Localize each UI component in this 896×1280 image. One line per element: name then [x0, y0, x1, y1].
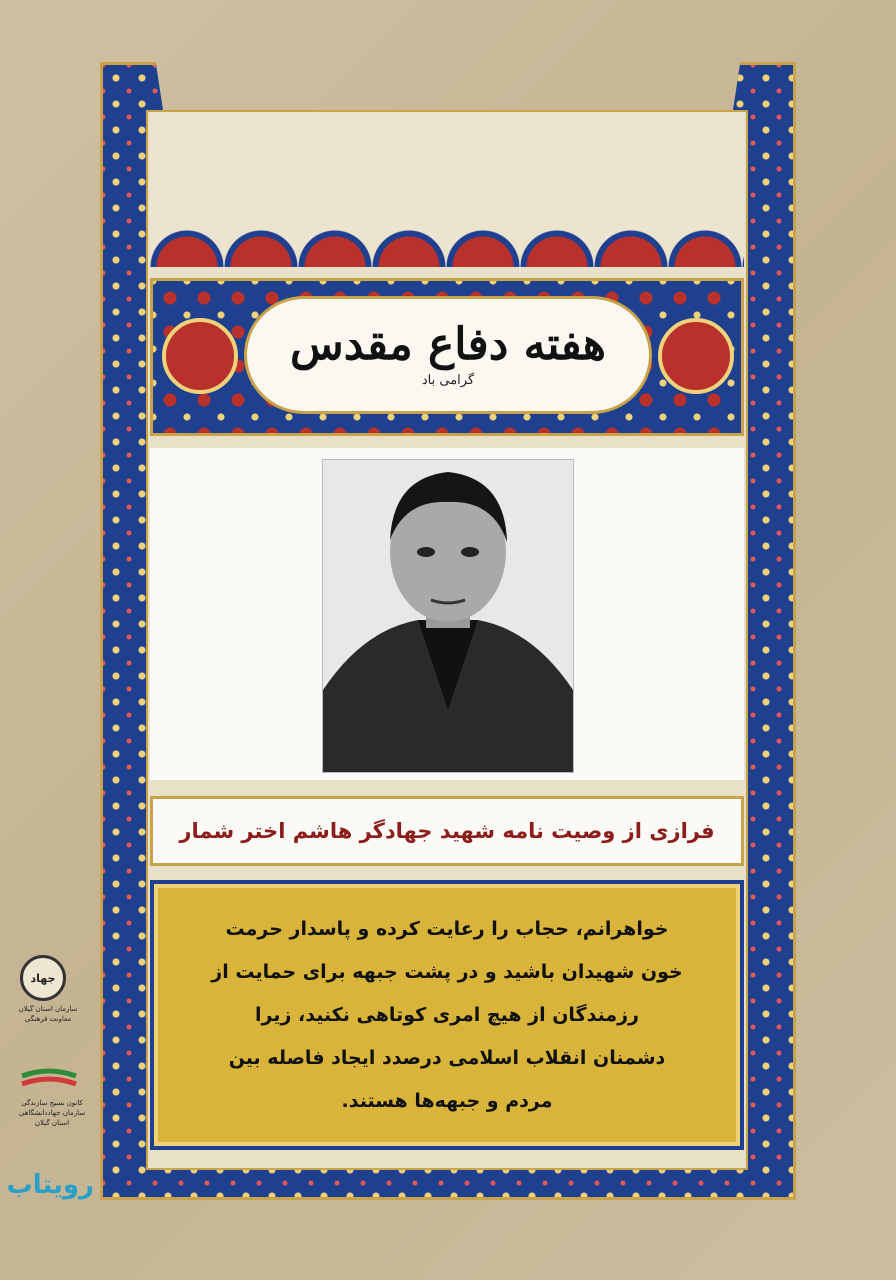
jahad-logo-caption: [6, 1004, 90, 1024]
quote-line: خون شهیدان باشید و در پشت جبهه برای حمایت از: [211, 960, 683, 983]
quote-line: رزمندگان از هیچ امری کوتاهی نکنید، زیرا: [255, 1003, 639, 1026]
basij-logo-label: کانون بسیج سازندگی: [21, 1099, 83, 1107]
poster-title-sub: گرامی باد: [421, 372, 475, 388]
caption-text: فرازی از وصیت نامه شهید جهادگر هاشم اختر شمار: [179, 819, 715, 843]
jahad-logo-sub: سازمان استان گیلان: [18, 1005, 78, 1013]
jahad-logo-sub2: معاونت فرهنگی: [24, 1015, 72, 1023]
basij-logo-caption: [12, 1098, 92, 1128]
quote-box: [150, 880, 744, 1150]
top-arabesque-ornament: [150, 112, 744, 267]
jahad-logo: [20, 955, 66, 1001]
martyr-portrait-photo: [322, 459, 574, 773]
jahad-logo-label: جهاد: [30, 971, 56, 985]
quote-text: [211, 908, 682, 1123]
right-medallion-ornament: [658, 318, 734, 394]
left-medallion-ornament: [162, 318, 238, 394]
quote-line: خواهرانم، حجاب را رعایت کرده و پاسدار حرمت: [225, 917, 669, 940]
title-cartouche: [244, 296, 652, 414]
poster-title: هفته دفاع مقدس: [290, 318, 606, 370]
rooyteb-logo: رویتاب: [6, 1170, 94, 1200]
quote-line: دشمنان انقلاب اسلامی درصدد ایجاد فاصله بین: [228, 1046, 666, 1069]
basij-logo-sub: سازمان جهاددانشگاهی استان گیلان: [18, 1109, 86, 1127]
caption-bar: [150, 796, 744, 866]
basij-logo-icon: [20, 1068, 78, 1094]
quote-line: مردم و جبهه‌ها هستند.: [341, 1089, 553, 1112]
